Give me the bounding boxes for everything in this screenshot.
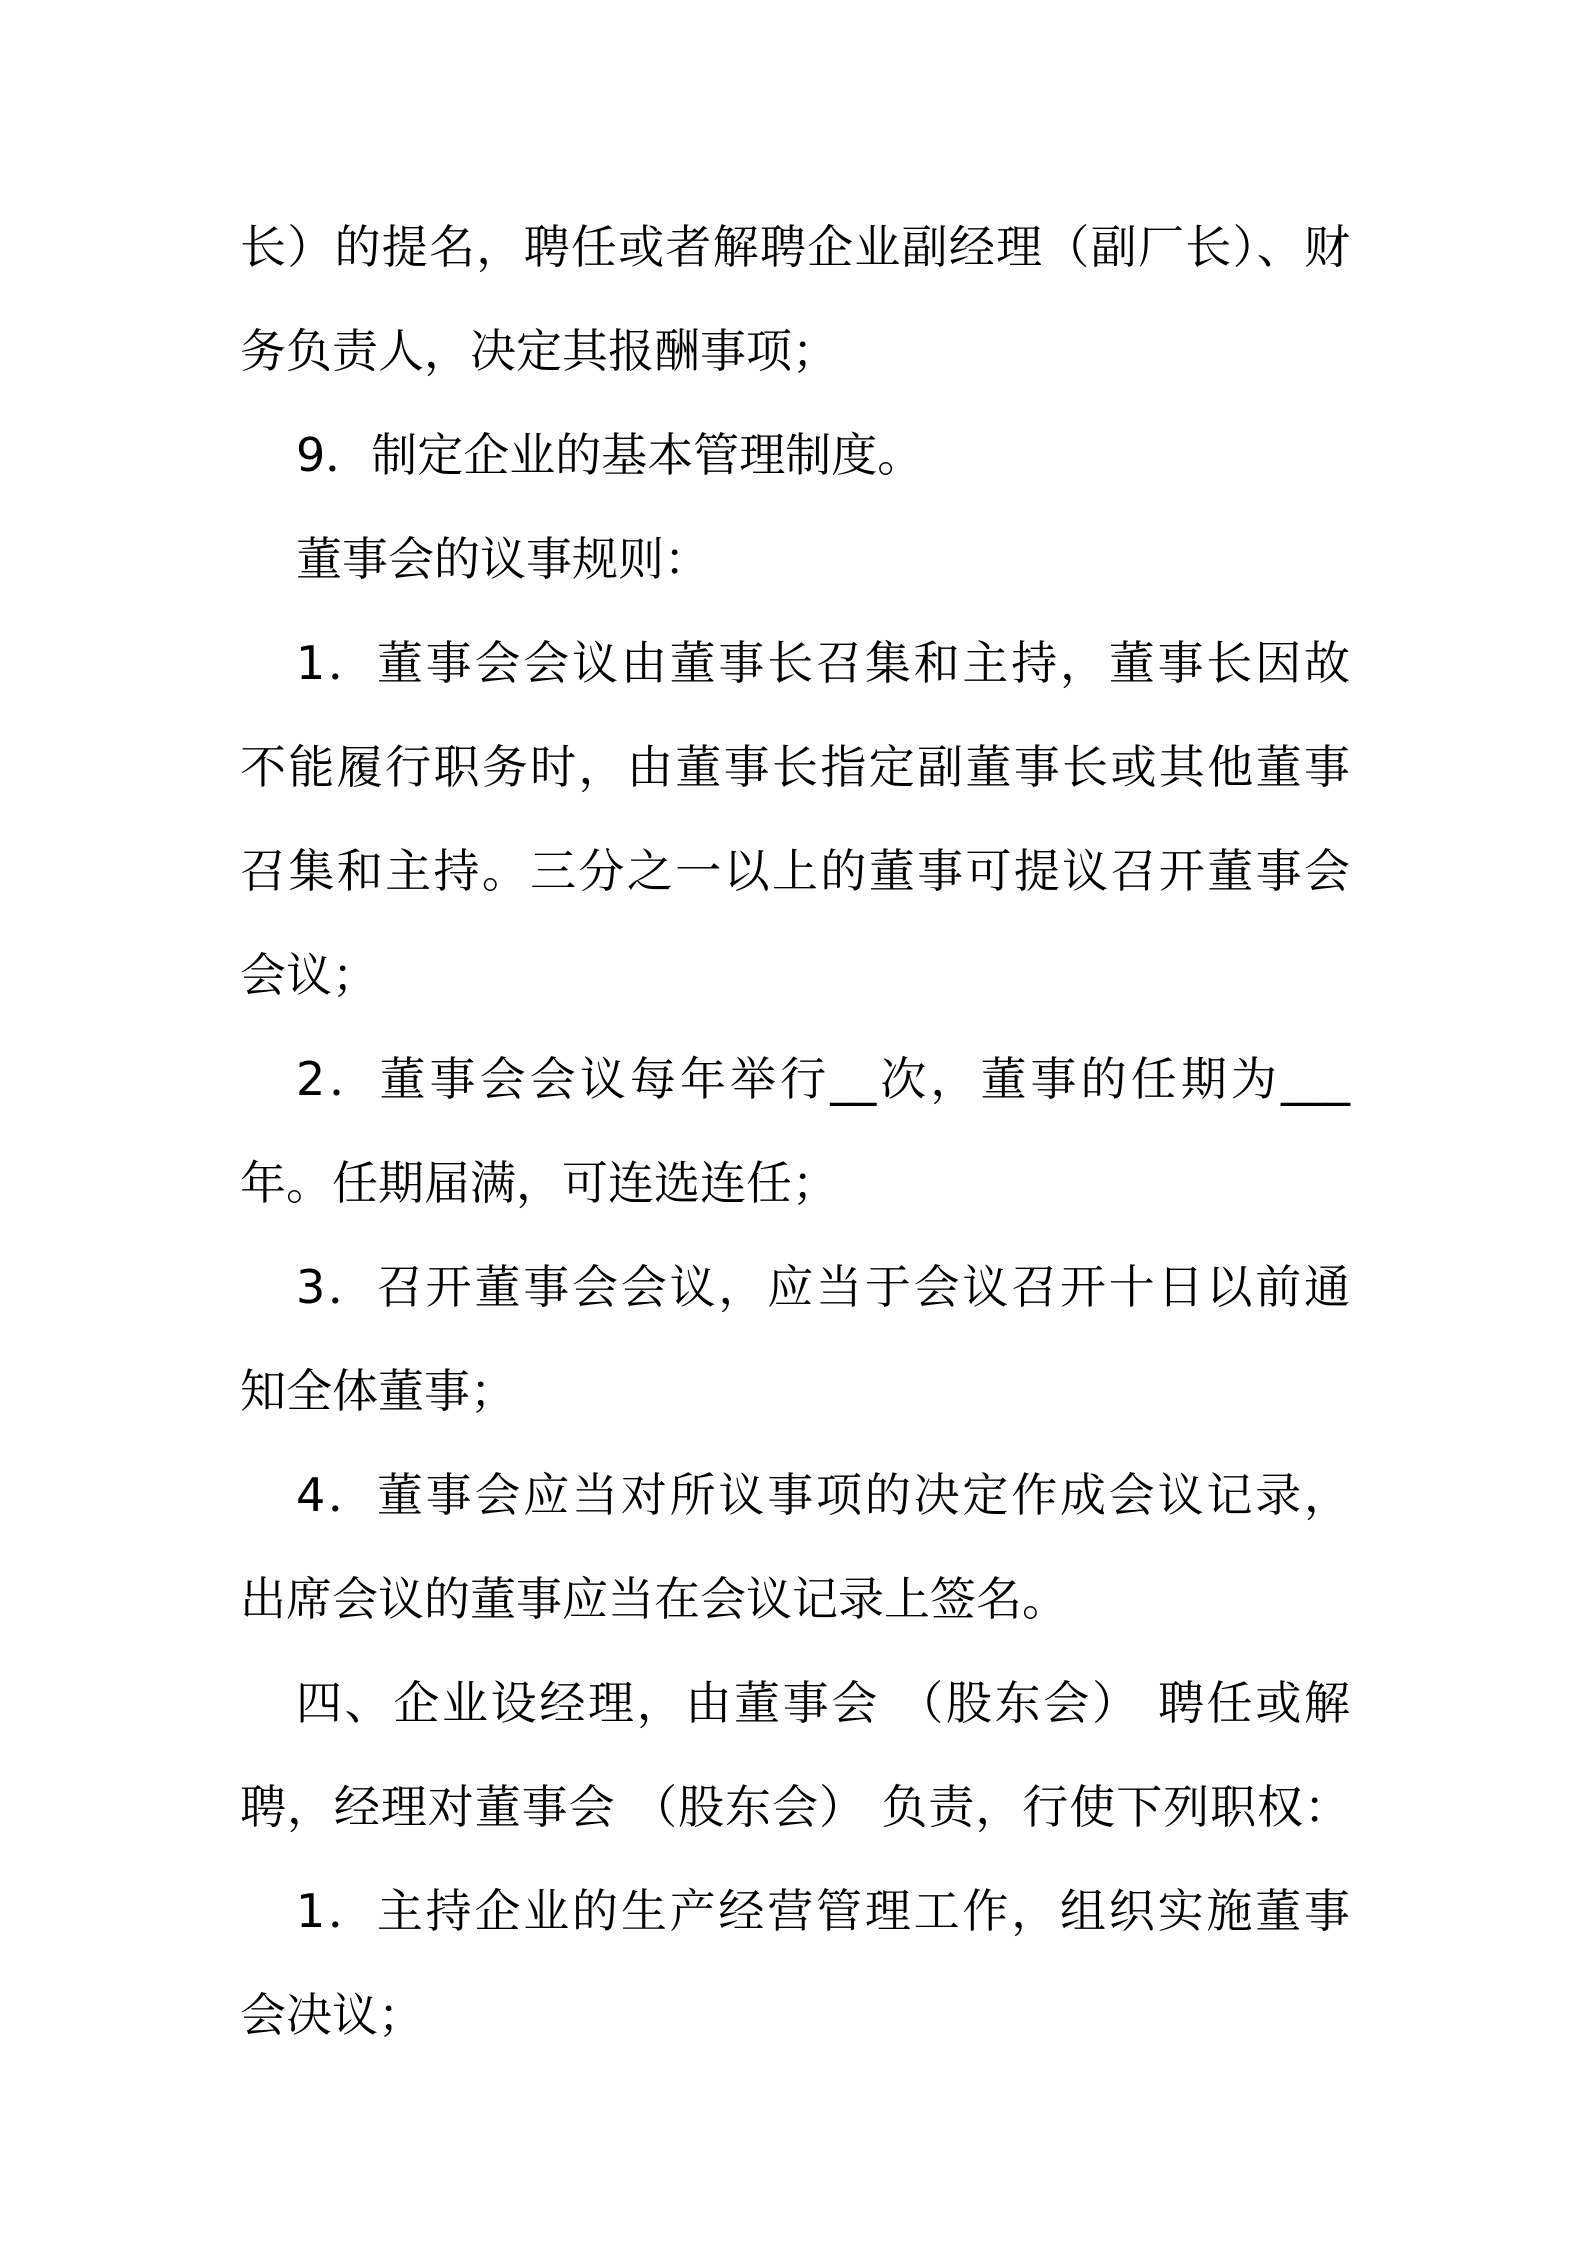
paragraph-line: 召集和主持。三分之一以上的董事可提议召开董事会	[240, 844, 1350, 898]
list-item-2: 2．董事会会议每年举行__次，董事的任期为___	[296, 1052, 1350, 1106]
paragraph-line: 知全体董事；	[240, 1364, 516, 1418]
paragraph-line: 不能履行职务时，由董事长指定副董事长或其他董事	[240, 740, 1350, 794]
section-heading-board-rules: 董事会的议事规则：	[296, 532, 710, 586]
list-item-1-manager: 1．主持企业的生产经营管理工作，组织实施董事	[296, 1884, 1350, 1938]
paragraph-line: 聘，经理对董事会 （股东会） 负责，行使下列职权：	[240, 1780, 1350, 1834]
paragraph-line: 会决议；	[240, 1988, 424, 2042]
paragraph-line: 务负责人，决定其报酬事项；	[240, 324, 838, 378]
list-item-1: 1．董事会会议由董事长召集和主持，董事长因故	[296, 636, 1350, 690]
list-item-3: 3．召开董事会会议，应当于会议召开十日以前通	[296, 1260, 1350, 1314]
list-item-9: 9．制定企业的基本管理制度。	[296, 428, 924, 482]
paragraph-line: 出席会议的董事应当在会议记录上签名。	[240, 1572, 1068, 1626]
list-item-4: 4．董事会应当对所议事项的决定作成会议记录，	[296, 1468, 1350, 1522]
section-four-heading: 四、企业设经理，由董事会 （股东会） 聘任或解	[296, 1676, 1350, 1730]
paragraph-line: 年。任期届满，可连选连任；	[240, 1156, 838, 1210]
paragraph-line: 会议；	[240, 948, 378, 1002]
paragraph-line: 长）的提名，聘任或者解聘企业副经理（副厂长）、财	[240, 220, 1350, 274]
